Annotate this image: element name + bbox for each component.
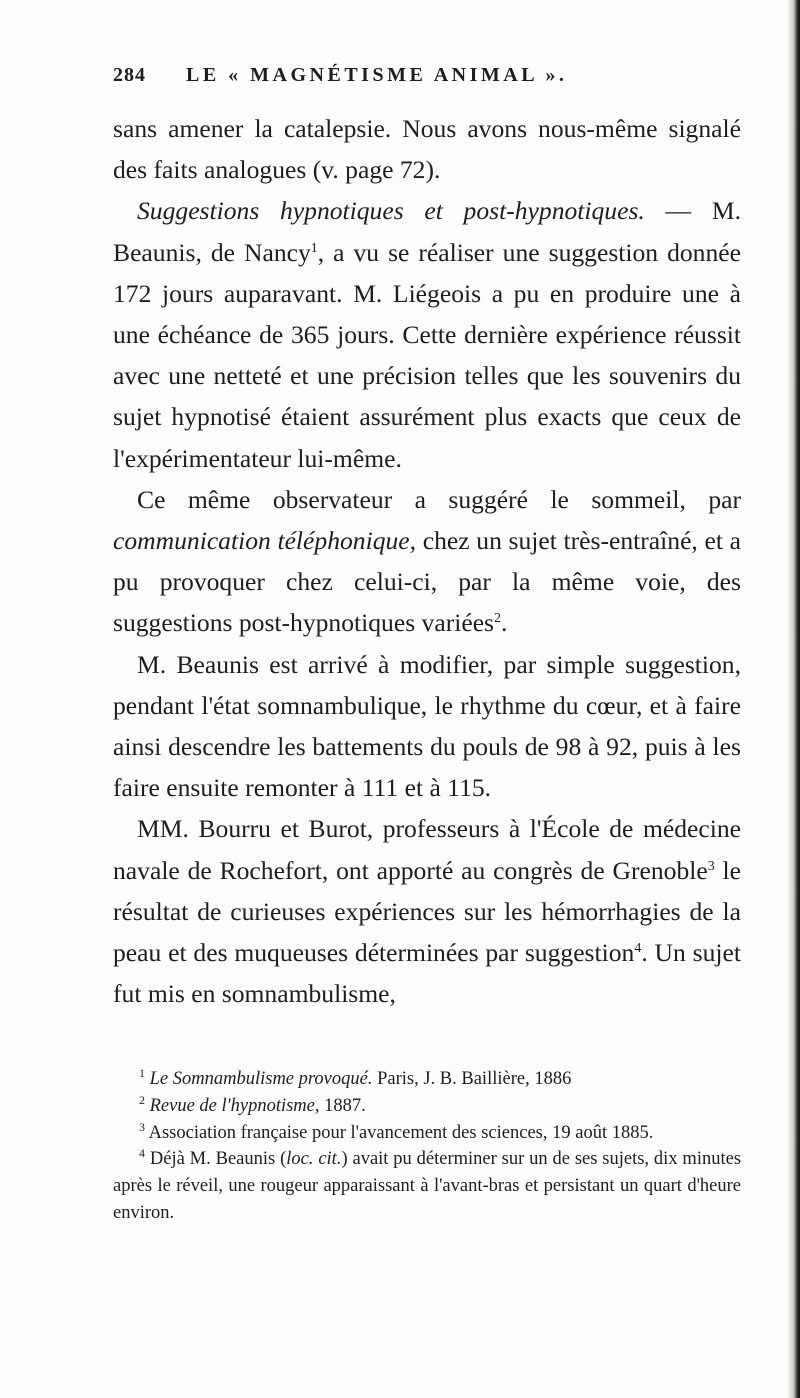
footnote-ref-2[interactable]: 2 — [494, 611, 502, 627]
paragraph-text: . Un sujet fut mis en somnambulisme, — [113, 938, 741, 1009]
footnotes — [113, 1066, 741, 1227]
italic-term: communication téléphonique, — [113, 526, 417, 556]
footnote-number: 2 — [139, 1092, 145, 1107]
footnote-text: Association française pour l'avancement des sciences, 19 août 1885. — [148, 1122, 654, 1143]
paragraph-text: — M. Beaunis, de Nancy — [113, 196, 741, 267]
footnote-2 — [113, 1093, 741, 1120]
footnote-ref-4[interactable]: 4 — [634, 941, 642, 957]
paragraph-1 — [113, 108, 741, 190]
footnote-title: Le Somnambulisme provoqué. — [149, 1069, 373, 1089]
footnote-number: 1 — [139, 1066, 145, 1080]
paragraph-3 — [113, 479, 741, 644]
paragraph-text: MM. Bourru et Burot, professeurs à l'École de médecine navale de Rochefort, ont apporté au congrès de Grenoble — [113, 814, 741, 885]
footnote-text: ) avait pu déterminer sur un de ses sujets, dix minutes après le réveil, une rougeur apparaissant à l'avant-bras et persistant un quart d'heure environ. — [113, 1149, 742, 1223]
paragraph-text: chez un sujet très-entraîné, et a pu provoquer chez celui-ci, par la même voie, des suggestions post-hypnotiques variées — [113, 526, 741, 638]
book-page — [113, 60, 741, 1014]
section-heading: Suggestions hypnotiques et post-hypnotiques. — [137, 196, 645, 226]
footnote-1 — [113, 1066, 741, 1093]
footnote-4 — [113, 1146, 741, 1226]
footnote-text: 1887. — [319, 1095, 366, 1116]
paragraph-2 — [113, 190, 741, 478]
paragraph-text: le résultat de curieuses expériences sur les hémorrhagies de la peau et des muqueuses déterminées par suggestion — [113, 855, 741, 968]
footnote-ref-3[interactable]: 3 — [707, 858, 715, 874]
page-number: 284 — [113, 64, 146, 86]
page-edge-shadow — [788, 0, 800, 1398]
paragraph-5 — [113, 808, 741, 1014]
footnote-title: Revue de l'hypnotisme, — [149, 1095, 320, 1116]
paragraph-4 — [113, 644, 741, 809]
footnote-text: Déjà M. Beaunis ( — [149, 1149, 287, 1170]
footnote-number: 4 — [139, 1146, 145, 1161]
body-text — [113, 108, 741, 1014]
footnote-text: Paris, J. B. Baillière, 1886 — [372, 1069, 572, 1089]
paragraph-text: . — [501, 608, 508, 638]
paragraph-text: Ce même observateur a suggéré le sommeil, par — [137, 484, 741, 514]
paragraph-text: , a vu se réaliser une suggestion donnée 172 jours auparavant. M. Liégeois a pu en produire une à une échéance de 365 jours. Cette dernière expérience réussit avec une netteté et une précision telles que les souvenirs du sujet hypnotisé étaient assurément plus exacts que ceux de l'expérimentateur lui-même. — [113, 237, 741, 473]
paragraph-text: sans amener la catalepsie. Nous avons nous-même signalé des faits analogues (v. page 72). — [113, 114, 741, 185]
footnote-ref-1[interactable]: 1 — [310, 240, 318, 256]
running-header — [113, 60, 741, 90]
footnote-3 — [113, 1120, 741, 1147]
footnote-number: 3 — [139, 1119, 145, 1134]
running-title: LE « MAGNÉTISME ANIMAL ». — [186, 64, 568, 86]
paragraph-text: M. Beaunis est arrivé à modifier, par simple suggestion, pendant l'état somnambulique, le rhythme du cœur, et à faire ainsi descendre les battements du pouls de 98 à 92, puis à les faire ensuite remonter à 111 et à 115. — [113, 649, 741, 803]
footnote-citation: loc. cit. — [286, 1149, 342, 1170]
